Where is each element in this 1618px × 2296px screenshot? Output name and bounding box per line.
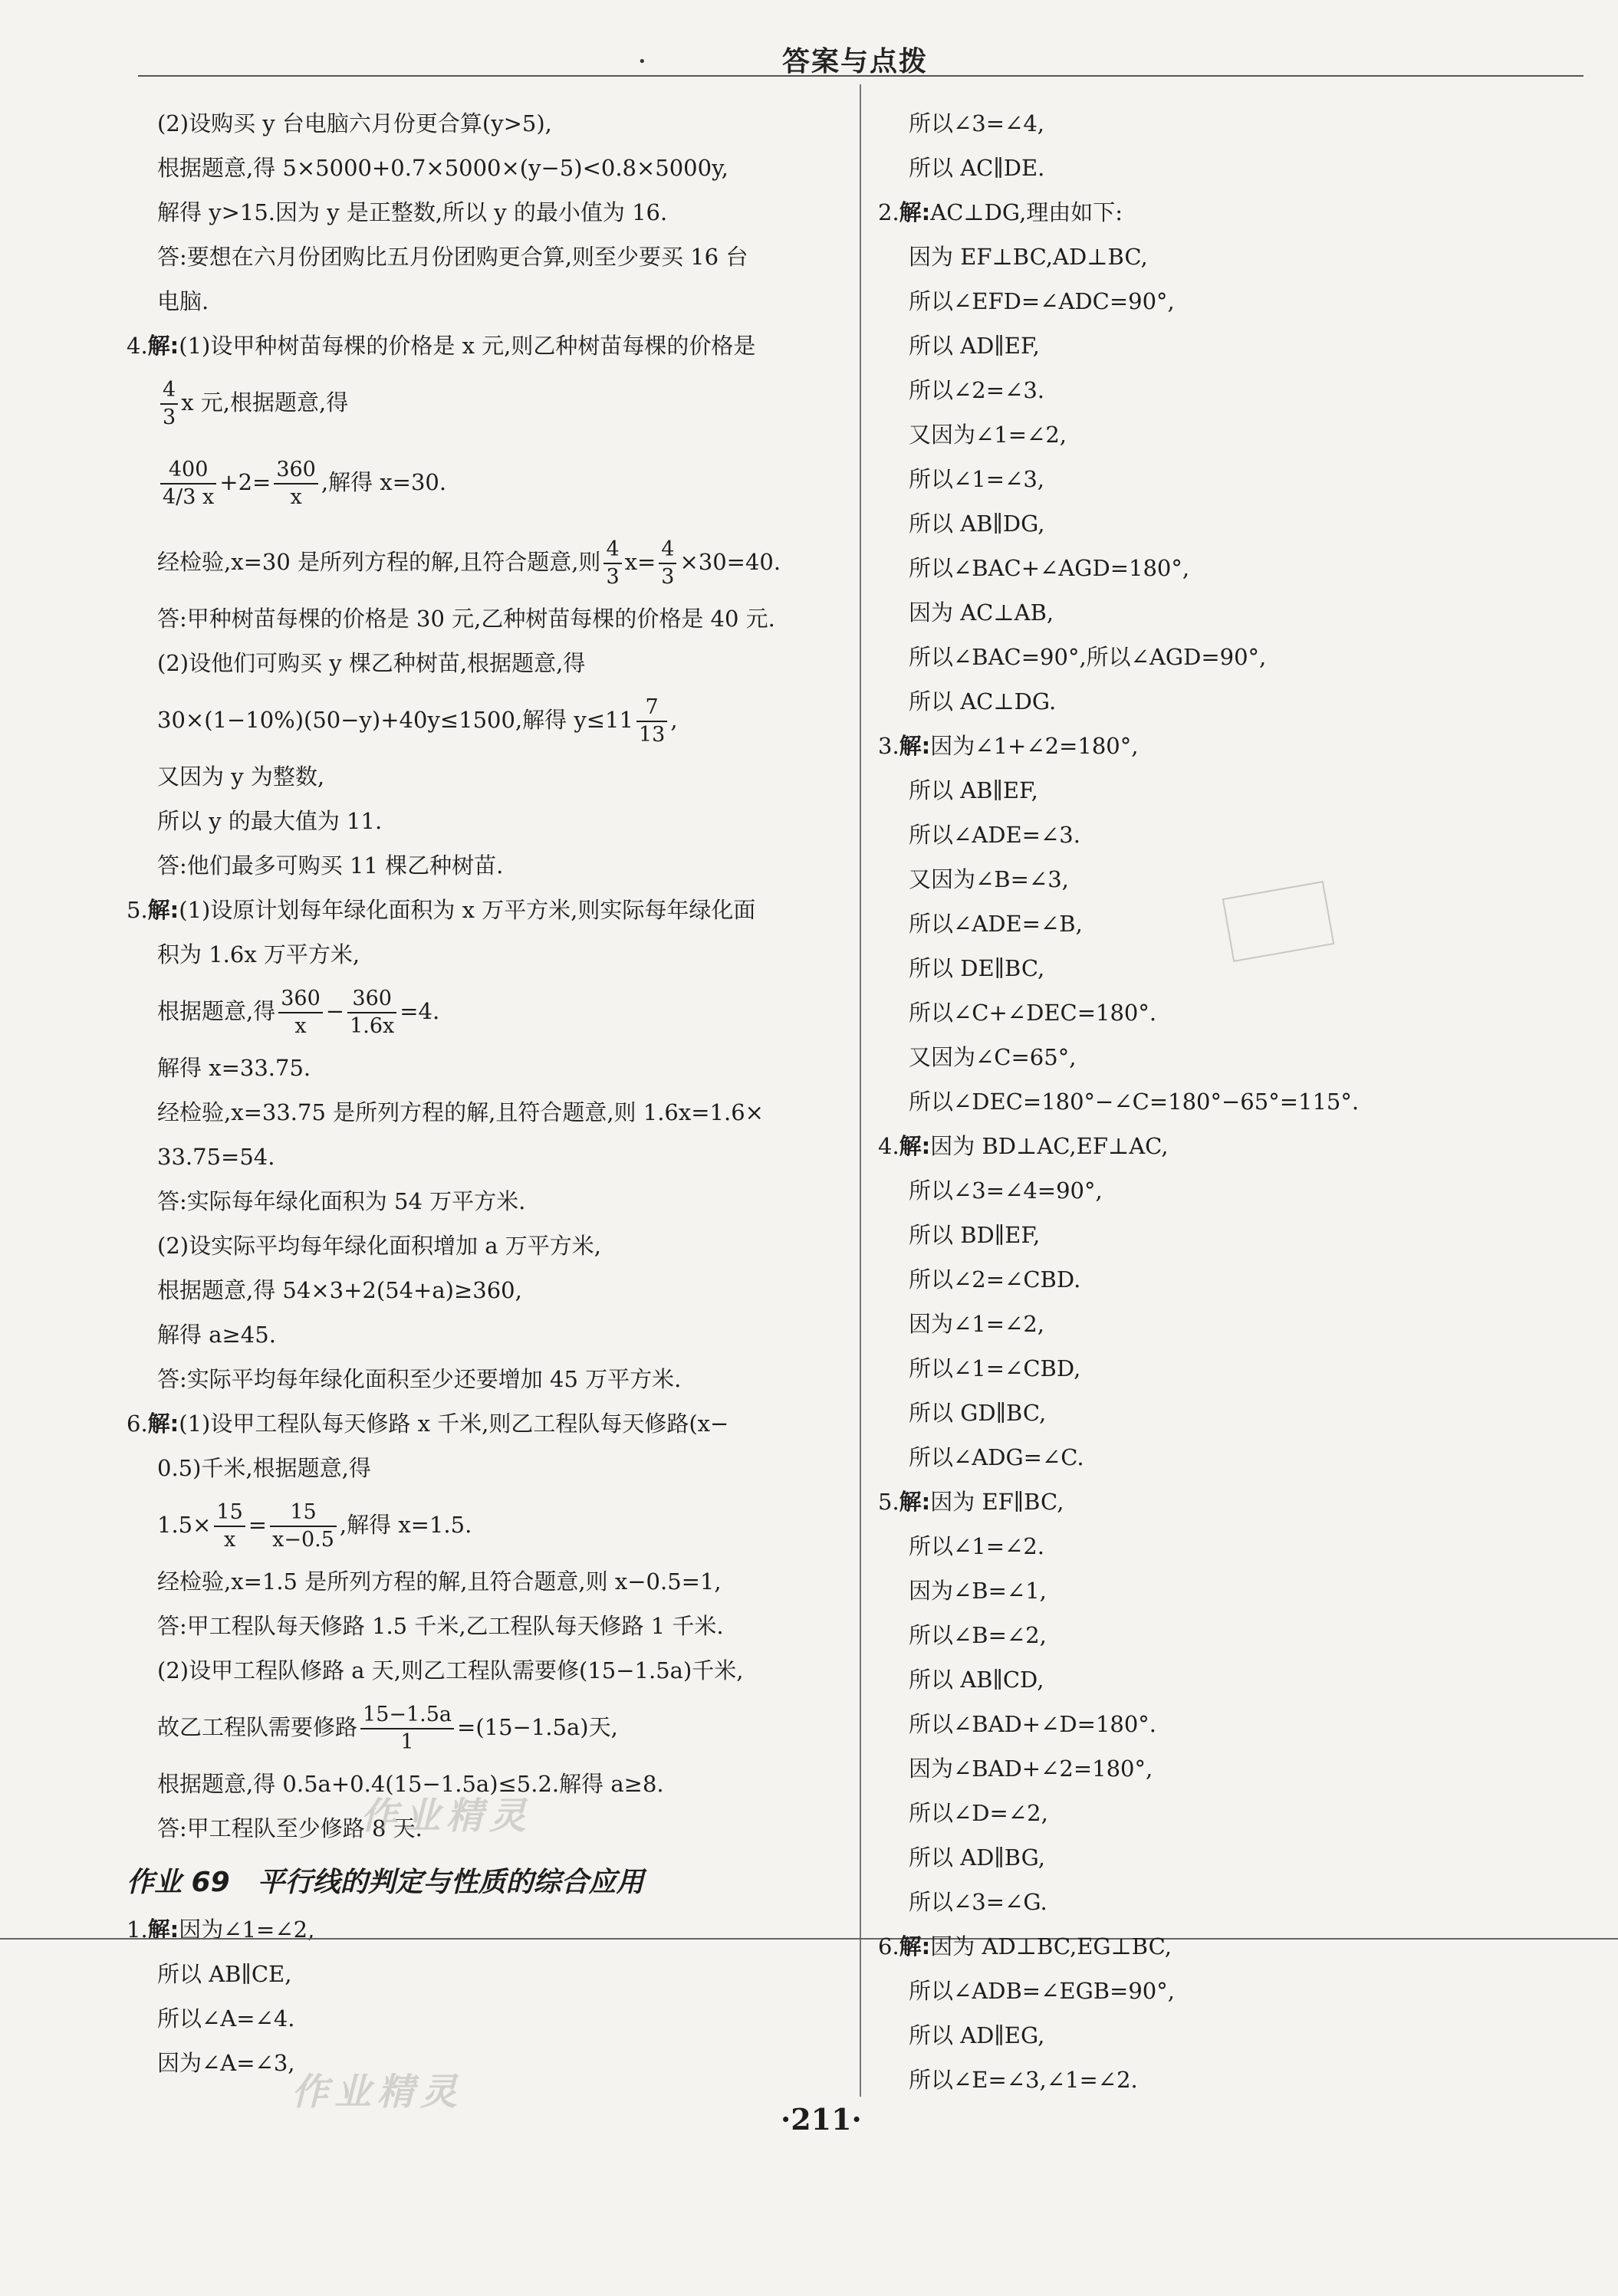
- text-line: 所以 AD∥EG,: [909, 2022, 1045, 2048]
- question-4: [127, 324, 847, 368]
- text-line: 又因为∠B=∠3,: [909, 866, 1069, 892]
- answer-label: 解:: [899, 1133, 931, 1159]
- text-line: 所以∠BAD+∠D=180°.: [909, 1711, 1157, 1737]
- text-line: 所以∠A=∠4.: [157, 2005, 295, 2032]
- text-line: 所以∠C+∠DEC=180°.: [909, 1000, 1157, 1026]
- fraction-numerator: 360: [274, 457, 318, 484]
- text-line: 所以∠BAC=90°,所以∠AGD=90°,: [909, 644, 1267, 670]
- text-line: 所以 AC⊥DG.: [909, 688, 1057, 714]
- header-rule: [138, 75, 1583, 77]
- text-line: 所以 AB∥DG,: [909, 511, 1045, 537]
- formula-text: 经检验,x=30 是所列方程的解,且符合题意,则: [157, 549, 601, 575]
- text-line: 所以∠DEC=180°−∠C=180°−65°=115°.: [909, 1089, 1360, 1115]
- text-line: 解得 a≥45.: [157, 1322, 276, 1348]
- fraction-denominator: 1.6x: [350, 1014, 395, 1038]
- text-line: 所以∠1=∠3,: [909, 466, 1045, 492]
- fraction-numerator: 360: [278, 986, 323, 1013]
- text-line: 答:他们最多可购买 11 棵乙种树苗.: [157, 852, 504, 879]
- question-number: 4.: [127, 333, 148, 359]
- fraction-denominator: 13: [638, 723, 666, 747]
- fraction-denominator: x−0.5: [272, 1528, 334, 1552]
- fraction-numerator: 15: [270, 1499, 337, 1527]
- text-line: 所以∠1=∠CBD,: [909, 1355, 1081, 1381]
- fraction-numerator: 7: [636, 695, 667, 722]
- question-number: 1.: [127, 1917, 148, 1943]
- text-line: x 元,根据题意,得: [181, 389, 349, 416]
- text-line: 所以 AB∥CD,: [909, 1667, 1044, 1693]
- text-line: 答:甲种树苗每棵的价格是 30 元,乙种树苗每棵的价格是 40 元.: [157, 606, 775, 632]
- fraction: [278, 986, 323, 1040]
- text-line: 经检验,x=1.5 是所列方程的解,且符合题意,则 x−0.5=1,: [157, 1568, 722, 1595]
- fraction-denominator: 4/3 x: [163, 485, 215, 509]
- question-3: [878, 724, 1568, 768]
- question-5: [127, 888, 847, 932]
- fraction-numerator: 360: [347, 986, 396, 1013]
- text-line: 所以∠2=∠CBD.: [909, 1266, 1081, 1293]
- answer-label: 解:: [147, 1917, 179, 1943]
- text-line: 解得 y>15.因为 y 是正整数,所以 y 的最小值为 16.: [157, 199, 668, 225]
- formula-text: ,: [670, 707, 678, 733]
- text-line: (2)设他们可购买 y 棵乙种树苗,根据题意,得: [157, 650, 586, 676]
- fraction-numerator: 400: [160, 457, 216, 484]
- text-line: 答:甲工程队至少修路 8 天.: [157, 1815, 423, 1841]
- fraction: [347, 986, 396, 1040]
- fraction-denominator: 3: [661, 565, 675, 589]
- fraction: [360, 1702, 454, 1756]
- text-line: 所以∠BAC+∠AGD=180°,: [909, 555, 1190, 581]
- formula-line: [127, 977, 847, 1046]
- text-line: (2)设实际平均每年绿化面积增加 a 万平方米,: [157, 1233, 602, 1259]
- text-line: 所以∠ADE=∠3.: [909, 822, 1080, 848]
- answer-label: 解:: [147, 1411, 179, 1437]
- text-line: 答:要想在六月份团购比五月份团购更合算,则至少要买 16 台: [157, 244, 748, 270]
- text-line: 所以 BD∥EF,: [909, 1222, 1041, 1248]
- text-line: 所以∠ADE=∠B,: [909, 911, 1083, 937]
- formula-text: ,解得 x=1.5.: [339, 1512, 472, 1538]
- text-line: (1)设甲种树苗每棵的价格是 x 元,则乙种树苗每棵的价格是: [179, 333, 756, 359]
- answer-label: 解:: [899, 1933, 931, 1959]
- text-line: 33.75=54.: [157, 1144, 275, 1170]
- text-line: (2)设甲工程队修路 a 天,则乙工程队需要修(15−1.5a)千米,: [157, 1657, 744, 1683]
- formula-text: =(15−1.5a)天,: [457, 1714, 618, 1740]
- text-line: 所以∠E=∠3,∠1=∠2.: [909, 2067, 1138, 2093]
- fraction-numerator: 4: [659, 537, 676, 564]
- text-line: AC⊥DG,理由如下:: [930, 199, 1123, 225]
- text-line: (1)设甲工程队每天修路 x 千米,则乙工程队每天修路(x−: [179, 1411, 729, 1437]
- text-line: 所以∠3=∠4,: [909, 110, 1045, 136]
- fraction-denominator: 1: [400, 1730, 414, 1754]
- watermark: 作业精灵: [360, 1795, 533, 1838]
- text-line: 答:甲工程队每天修路 1.5 千米,乙工程队每天修路 1 千米.: [157, 1613, 724, 1639]
- text-line: 根据题意,得 54×3+2(54+a)≥360,: [157, 1277, 522, 1303]
- answer-label: 解:: [899, 733, 931, 759]
- text-line: (2)设购买 y 台电脑六月份更合算(y>5),: [157, 110, 552, 136]
- text-line: 所以 AD∥BG,: [909, 1844, 1046, 1871]
- fraction-denominator: 3: [606, 565, 620, 589]
- text-line: 因为∠A=∠3,: [157, 2050, 295, 2076]
- formula-text: 根据题意,得: [157, 998, 276, 1024]
- text-line: 因为 AC⊥AB,: [909, 599, 1054, 626]
- fraction-denominator: x: [290, 485, 302, 509]
- text-line: 所以 AC∥DE.: [909, 155, 1045, 181]
- answer-label: 解:: [899, 1489, 931, 1515]
- text-line: 答:实际每年绿化面积为 54 万平方米.: [157, 1188, 526, 1214]
- formula-line: [127, 685, 847, 754]
- question-4-right: [878, 1124, 1568, 1168]
- formula-text: −: [325, 998, 345, 1024]
- text-line: 所以∠B=∠2,: [909, 1622, 1047, 1648]
- text-line: 因为∠BAD+∠2=180°,: [909, 1756, 1153, 1782]
- text-line: 所以∠ADG=∠C.: [909, 1444, 1084, 1470]
- text-line: 所以 DE∥BC,: [909, 955, 1045, 981]
- header-dot: •: [638, 54, 646, 70]
- fraction-numerator: 15−1.5a: [360, 1702, 454, 1729]
- fraction: [603, 537, 621, 590]
- fraction: [160, 457, 216, 511]
- text-line: 所以∠EFD=∠ADC=90°,: [909, 288, 1175, 314]
- fraction: [270, 1499, 337, 1553]
- fraction-denominator: 3: [163, 406, 176, 429]
- answer-label: 解:: [147, 897, 179, 923]
- text-line: 所以∠D=∠2,: [909, 1800, 1048, 1826]
- formula-text: 30×(1−10%)(50−y)+40y≤1500,解得 y≤11: [157, 707, 633, 733]
- text-line: 0.5)千米,根据题意,得: [157, 1455, 371, 1481]
- text-line: 因为∠1=∠2,: [909, 1311, 1045, 1337]
- text-line: 电脑.: [157, 288, 209, 314]
- formula-text: x=: [624, 549, 656, 575]
- text-line: 所以 AD∥EF,: [909, 333, 1040, 359]
- text-line: (1)设原计划每年绿化面积为 x 万平方米,则实际每年绿化面: [179, 897, 756, 923]
- formula-text: 1.5×: [157, 1512, 212, 1538]
- fraction-denominator: x: [223, 1528, 236, 1552]
- formula-line: [127, 437, 847, 527]
- formula-text: =: [248, 1512, 268, 1538]
- text-line: 答:实际平均每年绿化面积至少还要增加 45 万平方米.: [157, 1366, 682, 1392]
- question-2: [878, 190, 1568, 235]
- answer-label: 解:: [147, 333, 179, 359]
- fraction-denominator: x: [294, 1014, 307, 1038]
- formula-line: [127, 1693, 847, 1762]
- text-line: 所以∠ADB=∠EGB=90°,: [909, 1978, 1175, 2004]
- text-line: 所以∠2=∠3.: [909, 377, 1045, 403]
- question-number: 3.: [878, 733, 899, 759]
- question-number: 6.: [878, 1933, 899, 1959]
- question-number: 2.: [878, 199, 899, 225]
- text-line: 根据题意,得 0.5a+0.4(15−1.5a)≤5.2.解得 a≥8.: [157, 1771, 664, 1797]
- text-line: 所以 y 的最大值为 11.: [157, 808, 383, 834]
- question-number: 6.: [127, 1411, 148, 1437]
- fraction: [659, 537, 676, 590]
- right-column: [878, 101, 1568, 2102]
- text-line: 因为 EF⊥BC,AD⊥BC,: [909, 244, 1148, 270]
- text-line: 因为 EF∥BC,: [930, 1489, 1064, 1515]
- formula-line: [127, 527, 847, 596]
- watermark: 作业精灵: [291, 2071, 464, 2114]
- header-title: 答案与点拨: [782, 46, 929, 77]
- formula-text: =4.: [400, 998, 440, 1024]
- fraction-numerator: 15: [214, 1499, 245, 1527]
- text-line: 经检验,x=33.75 是所列方程的解,且符合题意,则 1.6x=1.6×: [157, 1099, 764, 1125]
- text-line: 解得 x=33.75.: [157, 1055, 311, 1081]
- text-line: 所以∠1=∠2.: [909, 1533, 1045, 1559]
- text-line: 因为 BD⊥AC,EF⊥AC,: [930, 1133, 1169, 1159]
- fraction: [636, 695, 667, 748]
- formula-text: ×30=40.: [679, 549, 781, 575]
- text-line: 积为 1.6x 万平方米,: [157, 941, 360, 967]
- section-question-1: [127, 1907, 847, 1952]
- formula-text: 故乙工程队需要修路: [157, 1714, 358, 1740]
- text-line: 所以 GD∥BC,: [909, 1400, 1047, 1426]
- formula-text: ,解得 x=30.: [321, 469, 447, 495]
- section-title: 作业 69 平行线的判定与性质的综合应用: [127, 1867, 644, 1898]
- text-line: 又因为 y 为整数,: [157, 764, 325, 790]
- text-line: 又因为∠C=65°,: [909, 1044, 1077, 1070]
- fraction: [214, 1499, 245, 1553]
- fraction-numerator: 4: [603, 537, 621, 564]
- text-line: 所以 AB∥CE,: [157, 1961, 292, 1987]
- text-line: 因为 AD⊥BC,EG⊥BC,: [930, 1933, 1172, 1959]
- page-number: ·211·: [781, 2102, 862, 2137]
- text-line: 因为∠1+∠2=180°,: [930, 733, 1139, 759]
- formula-line: [127, 368, 847, 437]
- fraction: [160, 377, 178, 431]
- column-divider: [860, 84, 861, 2097]
- formula-text: +2=: [219, 469, 271, 495]
- text-line: 所以∠3=∠G.: [909, 1889, 1047, 1915]
- question-number: 4.: [878, 1133, 899, 1159]
- text-line: 所以 AB∥EF,: [909, 777, 1038, 803]
- fraction: [274, 457, 318, 511]
- question-number: 5.: [127, 897, 148, 923]
- text-line: 根据题意,得 5×5000+0.7×5000×(y−5)<0.8×5000y,: [157, 155, 728, 181]
- text-line: 所以∠3=∠4=90°,: [909, 1178, 1103, 1204]
- question-number: 5.: [878, 1489, 899, 1515]
- question-5-right: [878, 1480, 1568, 1524]
- fraction-numerator: 4: [160, 377, 178, 405]
- question-6-right: [878, 1924, 1568, 1969]
- question-6: [127, 1401, 847, 1446]
- formula-line: [127, 1490, 847, 1559]
- text-line: 因为∠1=∠2,: [179, 1917, 315, 1943]
- text-line: 又因为∠1=∠2,: [909, 422, 1067, 448]
- text-line: 因为∠B=∠1,: [909, 1578, 1047, 1604]
- answer-label: 解:: [899, 199, 931, 225]
